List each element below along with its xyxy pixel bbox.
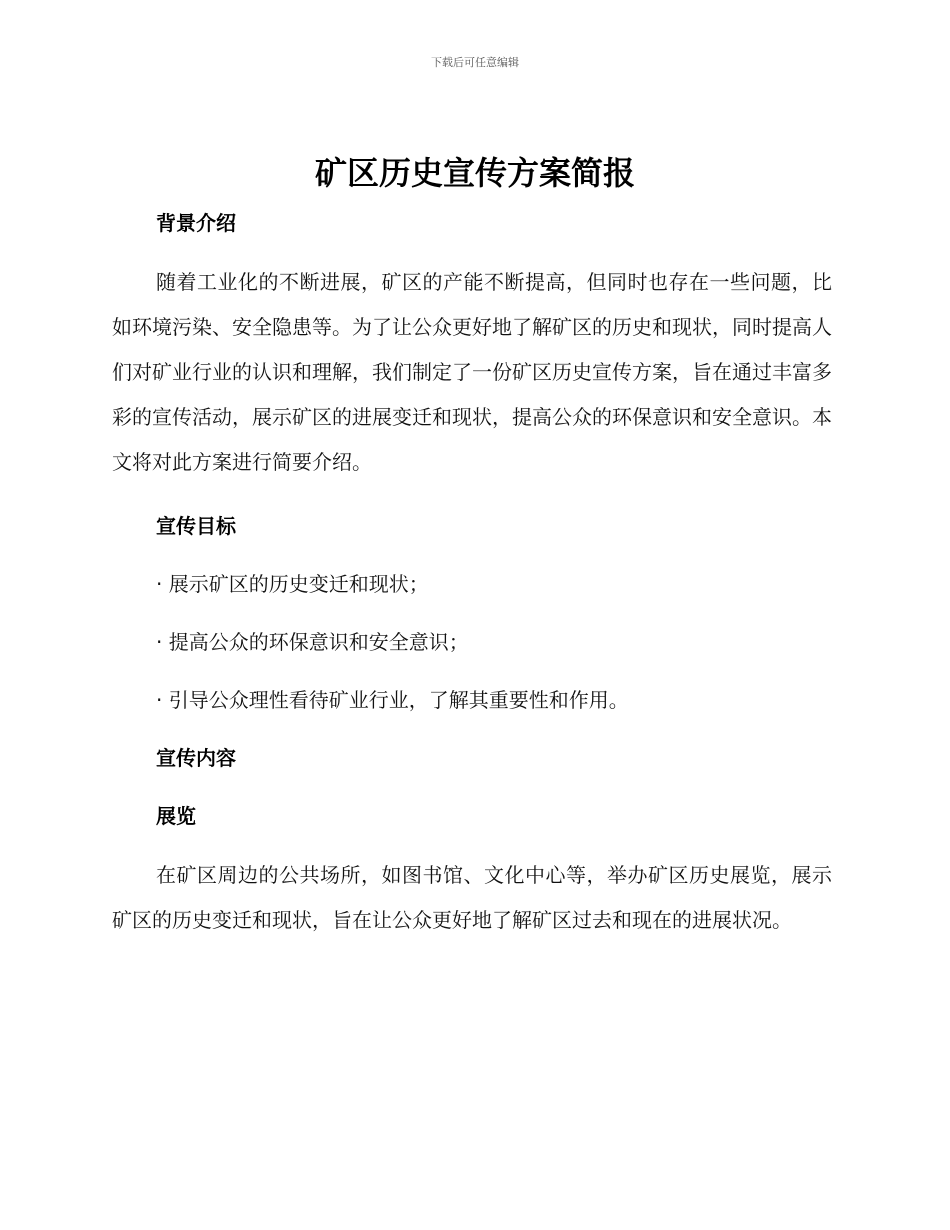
goal-item-2: · 提高公众的环保意识和安全意识； xyxy=(156,630,469,654)
section-heading-exhibition: 展览 xyxy=(156,804,196,828)
page-header-note: 下载后可任意编辑 xyxy=(431,56,519,69)
section-heading-background: 背景介绍 xyxy=(156,211,236,235)
document-title: 矿区历史宣传方案简报 xyxy=(314,154,635,192)
exhibition-paragraph: 在矿区周边的公共场所，如图书馆、文化中心等，举办矿区历史展览，展示矿区的历史变迁和现状，旨在让公众更好地了解矿区过去和现在的进展状况。 xyxy=(112,863,832,932)
goal-item-3: · 引导公众理性看待矿业行业，了解其重要性和作用。 xyxy=(156,688,629,712)
section-heading-goals: 宣传目标 xyxy=(156,514,236,538)
document-body xyxy=(112,206,832,943)
goal-item-1: · 展示矿区的历史变迁和现状； xyxy=(156,572,429,596)
section-heading-content: 宣传内容 xyxy=(156,746,236,770)
background-paragraph: 随着工业化的不断进展，矿区的产能不断提高，但同时也存在一些问题，比如环境污染、安全隐患等。为了让公众更好地了解矿区的历史和现状，同时提高人们对矿业行业的认识和理解，我们制定了一份矿区历史宣传方案，旨在通过丰富多彩的宣传活动，展示矿区的进展变迁和现状，提高公众的环保意识和安全意识。本文将对此方案进行简要介绍。 xyxy=(112,270,832,474)
